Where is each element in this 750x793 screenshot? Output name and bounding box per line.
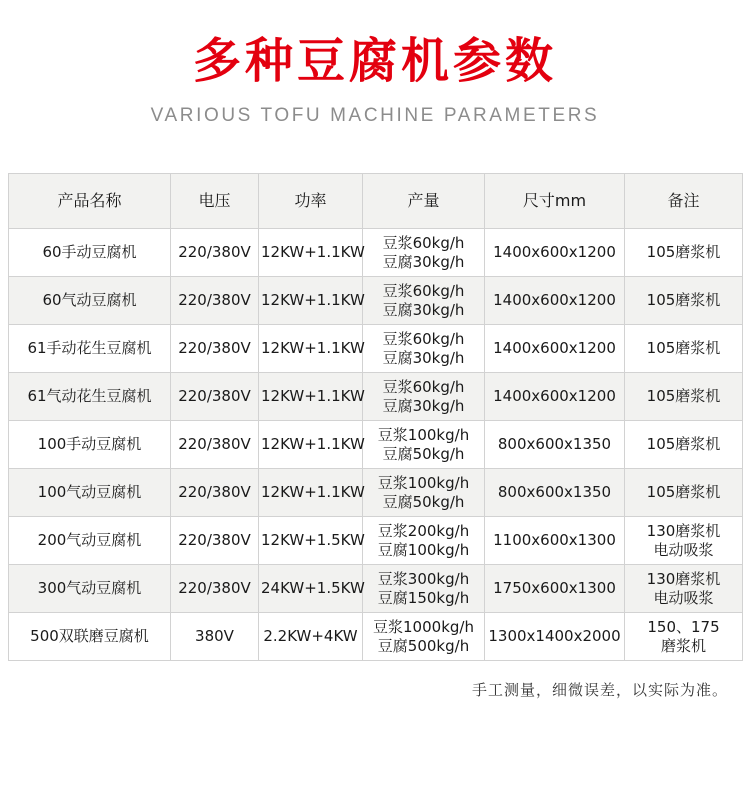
cell-power: 12KW+1.1KW: [259, 373, 363, 421]
cell-remark: [625, 373, 743, 421]
cell-output-line2: 豆腐30kg/h: [382, 396, 465, 415]
cell-power: 12KW+1.1KW: [259, 325, 363, 373]
cell-remark: [625, 469, 743, 517]
cell-output-line2: 豆腐30kg/h: [382, 300, 465, 319]
table-row: [9, 613, 743, 661]
page-title: 多种豆腐机参数: [192, 33, 557, 89]
cell-remark: [625, 613, 743, 661]
cell-output-line1: 豆浆200kg/h: [377, 521, 470, 540]
cell-remark: [625, 277, 743, 325]
table-header-row: [9, 174, 743, 229]
cell-output-line2: 豆腐50kg/h: [382, 444, 465, 463]
table-row: [9, 277, 743, 325]
measurement-note: 手工测量，细微误差，以实际为准。: [471, 681, 728, 700]
cell-voltage: 220/380V: [171, 229, 259, 277]
cell-remark-line1: 105磨浆机: [646, 387, 721, 406]
spec-table: [8, 173, 743, 661]
cell-remark: [625, 229, 743, 277]
cell-output-line2: 豆腐30kg/h: [382, 252, 465, 271]
cell-size: 1400x600x1200: [485, 277, 625, 325]
cell-power: 12KW+1.5KW: [259, 517, 363, 565]
cell-output-line2: 豆腐30kg/h: [382, 348, 465, 367]
table-row: [9, 421, 743, 469]
cell-size: 1400x600x1200: [485, 325, 625, 373]
column-header-product-name: 产品名称: [9, 174, 171, 229]
cell-voltage: 220/380V: [171, 277, 259, 325]
cell-remark-line1: 130磨浆机: [646, 521, 721, 540]
cell-remark-line1: 105磨浆机: [646, 291, 721, 310]
cell-power: 12KW+1.1KW: [259, 469, 363, 517]
cell-product-name: 100手动豆腐机: [9, 421, 171, 469]
cell-remark-line2: 电动吸浆: [653, 588, 714, 607]
cell-power: 12KW+1.1KW: [259, 229, 363, 277]
cell-remark-line1: 105磨浆机: [646, 435, 721, 454]
cell-output-line1: 豆浆60kg/h: [382, 233, 465, 252]
cell-output-line1: 豆浆100kg/h: [377, 473, 470, 492]
table-row: [9, 373, 743, 421]
cell-output: [363, 517, 485, 565]
cell-output: [363, 325, 485, 373]
cell-product-name: 61手动花生豆腐机: [9, 325, 171, 373]
cell-output-line2: 豆腐150kg/h: [377, 588, 470, 607]
cell-power: 12KW+1.1KW: [259, 277, 363, 325]
cell-voltage: 220/380V: [171, 325, 259, 373]
cell-size: 1400x600x1200: [485, 373, 625, 421]
page-header: [0, 0, 750, 127]
cell-remark: [625, 325, 743, 373]
cell-output: [363, 613, 485, 661]
cell-output-line2: 豆腐100kg/h: [377, 540, 470, 559]
cell-output: [363, 229, 485, 277]
cell-size: 800x600x1350: [485, 469, 625, 517]
cell-output: [363, 277, 485, 325]
cell-output-line1: 豆浆60kg/h: [382, 281, 465, 300]
cell-remark-line1: 130磨浆机: [646, 569, 721, 588]
cell-output-line2: 豆腐50kg/h: [382, 492, 465, 511]
cell-remark-line2: 磨浆机: [660, 636, 706, 655]
table-body: [9, 229, 743, 661]
cell-output-line1: 豆浆100kg/h: [377, 425, 470, 444]
cell-output-line1: 豆浆300kg/h: [377, 569, 470, 588]
cell-output: [363, 421, 485, 469]
cell-output-line2: 豆腐500kg/h: [377, 636, 470, 655]
cell-power: 12KW+1.1KW: [259, 421, 363, 469]
cell-output-line1: 豆浆60kg/h: [382, 377, 465, 396]
cell-remark-line1: 105磨浆机: [646, 243, 721, 262]
column-header-size: 尺寸mm: [485, 174, 625, 229]
cell-voltage: 220/380V: [171, 517, 259, 565]
cell-product-name: 61气动花生豆腐机: [9, 373, 171, 421]
cell-power: 24KW+1.5KW: [259, 565, 363, 613]
column-header-voltage: 电压: [171, 174, 259, 229]
cell-product-name: 60手动豆腐机: [9, 229, 171, 277]
column-header-output: 产量: [363, 174, 485, 229]
cell-size: 800x600x1350: [485, 421, 625, 469]
cell-product-name: 60气动豆腐机: [9, 277, 171, 325]
cell-remark-line1: 150、175: [647, 617, 720, 636]
cell-product-name: 200气动豆腐机: [9, 517, 171, 565]
cell-remark: [625, 517, 743, 565]
column-header-power: 功率: [259, 174, 363, 229]
cell-remark-line1: 105磨浆机: [646, 339, 721, 358]
cell-size: 1400x600x1200: [485, 229, 625, 277]
page-subtitle: VARIOUS TOFU MACHINE PARAMETERS: [150, 105, 600, 127]
spec-table-wrapper: [8, 173, 742, 661]
cell-output: [363, 565, 485, 613]
cell-remark-line2: 电动吸浆: [653, 540, 714, 559]
cell-output: [363, 373, 485, 421]
table-row: [9, 325, 743, 373]
table-row: [9, 517, 743, 565]
cell-product-name: 100气动豆腐机: [9, 469, 171, 517]
table-row: [9, 469, 743, 517]
table-row: [9, 229, 743, 277]
cell-remark-line1: 105磨浆机: [646, 483, 721, 502]
cell-output-line1: 豆浆1000kg/h: [373, 617, 474, 636]
cell-size: 1100x600x1300: [485, 517, 625, 565]
cell-output-line1: 豆浆60kg/h: [382, 329, 465, 348]
column-header-remark: 备注: [625, 174, 743, 229]
cell-voltage: 220/380V: [171, 421, 259, 469]
cell-product-name: 500双联磨豆腐机: [9, 613, 171, 661]
cell-power: 2.2KW+4KW: [259, 613, 363, 661]
cell-remark: [625, 565, 743, 613]
cell-size: 1300x1400x2000: [485, 613, 625, 661]
cell-output: [363, 469, 485, 517]
cell-voltage: 220/380V: [171, 565, 259, 613]
cell-product-name: 300气动豆腐机: [9, 565, 171, 613]
cell-voltage: 220/380V: [171, 469, 259, 517]
cell-size: 1750x600x1300: [485, 565, 625, 613]
cell-voltage: 220/380V: [171, 373, 259, 421]
table-header: [9, 174, 743, 229]
cell-voltage: 380V: [171, 613, 259, 661]
table-row: [9, 565, 743, 613]
cell-remark: [625, 421, 743, 469]
